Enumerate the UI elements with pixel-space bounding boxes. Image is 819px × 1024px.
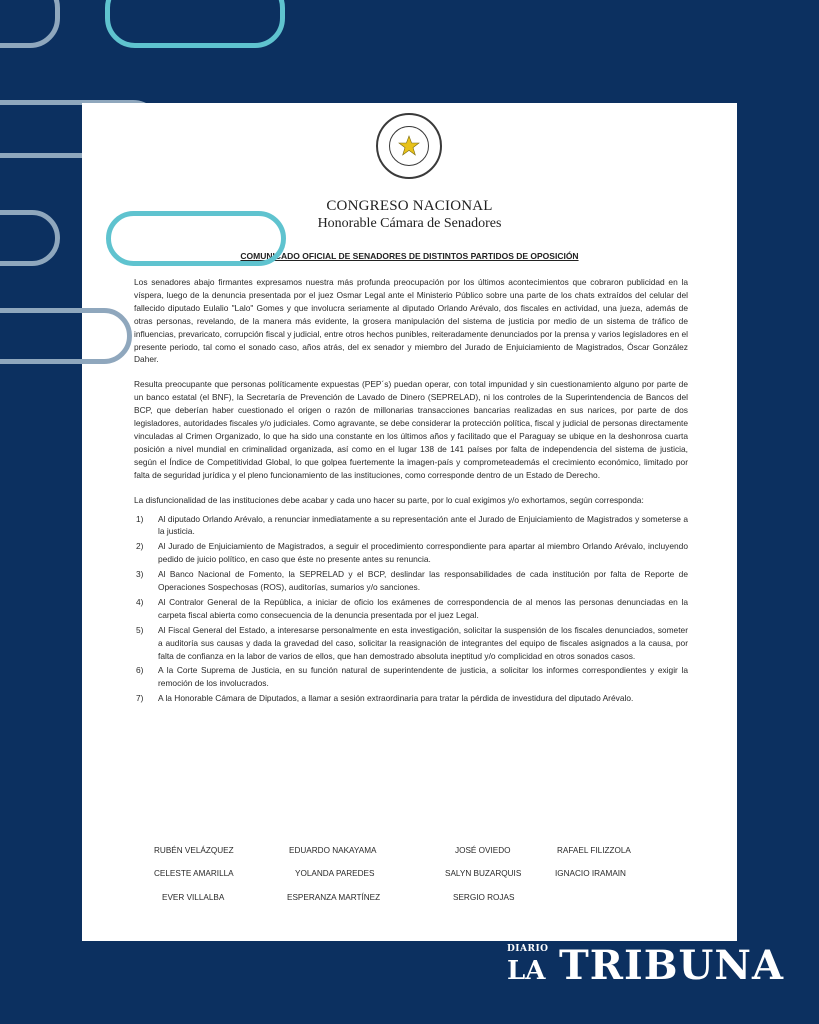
- signatory-name: YOLANDA PAREDES: [295, 869, 375, 878]
- list-item: 7) A la Honorable Cámara de Diputados, a llamar a sesión extraordinaria para tratar la pérdida de investidura del diputado Arévalo.: [136, 693, 634, 704]
- signatory-name: RAFAEL FILIZZOLA: [557, 846, 631, 855]
- list-item: 3) Al Banco Nacional de Fomento, la SEPRELAD y el BCP, deslindar las responsabilidades de cada institución por falta de Reporte de Operaciones Sospechosas (ROS), auditorías, sumarios y/o sanciones.: [136, 569, 688, 593]
- list-item: 2) Al Jurado de Enjuiciamiento de Magistrados, a seguir el procedimiento correspondiente para apartar al miembro Orlando Arévalo, incluyendo pedido de juicio político, en caso que éste no presente antes su renuncia.: [136, 541, 688, 565]
- signatory-name: IGNACIO IRAMAIN: [555, 869, 626, 878]
- signatory-name: SALYN BUZARQUIS: [445, 869, 522, 878]
- paragraph: Los senadores abajo firmantes expresamos nuestra más profunda preocupación por los últimos acontecimientos que cobraron publicidad en la víspera, luego de la denuncia presentada por el juez Osmar Legal ante el Ministerio Público sobre una parte de los chats extraídos del celular del fallecido diputado Eulalio "Lalo" Gomes y que involucra seriamente al diputado Orlando Arévalo, dos fiscales en actividad, una jueza, además de otras personas, revelando, de la manera más evidente, la grosera manipulación del sistema de justicia por medio de un sistema de tráfico de influencias, prevaricato, corrupción fiscal y judicial, entre otros hechos punibles, reiteradamente denunciados por la prensa y varios legisladores en el presente periodo, tal como el sonado caso, años atrás, del ex senador y miembro del Jurado de Enjuiciamiento de Magistrados, Óscar González Daher.: [134, 277, 688, 365]
- list-item: 1) Al diputado Orlando Arévalo, a renunciar inmediatamente a su representación ante el Jurado de Enjuiciamiento de Magistrados y someterse a la justicia.: [136, 513, 688, 537]
- decor-pill: [0, 0, 60, 48]
- communique-body: [134, 276, 688, 707]
- signatory-name: JOSÉ OVIEDO: [455, 846, 511, 855]
- decor-pill: [0, 210, 60, 266]
- decor-pill: [0, 308, 132, 364]
- decor-pill: [105, 0, 285, 48]
- signatory-name: EVER VILLALBA: [162, 893, 225, 902]
- paragraph: Resulta preocupante que personas políticamente expuestas (PEP´s) puedan operar, con total impunidad y sin cuestionamiento alguno por parte de un banco estatal (el BNF), la Secretaría de Prevención de Lavado de Dinero (SEPRELAD), ni los controles de la Superintendencia de Bancos del BCP, que deberían haber cuestionado el origen o razón de millonarias transacciones bancarias realizadas en sus narices, por parte de dos legisladores, autoridades fiscales y/o judiciales. Como agravante, se debe considerar la protección política, fiscal y judicial de personas directamente vinculadas al Crimen Organizado, lo que ha sido una constante en los últimos años y facilitado que el Paraguay se ubique en la deshonrosa cuarta posición a nivel mundial en criminalidad organizada, así como en el lugar 138 de 141 países por falta de independencia del sistema de justicia, según el Índice de Competitividad Global, lo que golpea fuertemente la imagen-país y comprometeademás el crecimiento económico, limitado por falta de seguridad jurídica y el pleno funcionamiento de las instituciones, como corresponde dentro de un Estado de Derecho.: [134, 379, 688, 480]
- national-seal-icon: [376, 113, 442, 179]
- signatory-name: EDUARDO NAKAYAMA: [289, 846, 377, 855]
- signatory-name: RUBÉN VELÁZQUEZ: [154, 846, 234, 855]
- institution-title: CONGRESO NACIONAL: [326, 198, 493, 214]
- signatory-name: SERGIO ROJAS: [453, 893, 515, 902]
- signatory-name: CELESTE AMARILLA: [154, 869, 234, 878]
- signatory-name: ESPERANZA MARTÍNEZ: [287, 893, 381, 902]
- list-item: 6) A la Corte Suprema de Justicia, en su función natural de superintendente de justicia, a solicitar los informes correspondientes y exigir la remoción de los involucrados.: [136, 665, 688, 689]
- chamber-title: Honorable Cámara de Senadores: [317, 216, 502, 231]
- diario-la-tribuna-logo: DIARIO LA TRIBUNA: [507, 942, 785, 989]
- list-item: 4) Al Contralor General de la República, a iniciar de oficio los exámenes de correspondencia de al menos las personas denunciadas en la carpeta fiscal abierta como consecuencia de la denuncia presentada por el juez Legal.: [136, 596, 688, 620]
- list-item: 5) Al Fiscal General del Estado, a interesarse personalmente en esta investigación, solicitar la suspensión de los fiscales denunciados, someter a auditoría sus causas y dada la gravedad del caso, solicitar la reasignación de integrantes del equipo de fiscales asignados a la causa, por falta de confianza en la labor de varios de ellos, que han demostrado absoluta ineptitud y/o complicidad en otros sonados casos.: [136, 624, 688, 661]
- communique-title: COMUNICADO OFICIAL DE SENADORES DE DISTINTOS PARTIDOS DE OPOSICIÓN: [240, 251, 579, 261]
- paragraph: La disfuncionalidad de las instituciones debe acabar y cada uno hacer su parte, por lo cual exigimos y/o exhortamos, según corresponda:: [134, 494, 644, 505]
- demands-list: [134, 513, 688, 706]
- decor-pill: [106, 211, 286, 266]
